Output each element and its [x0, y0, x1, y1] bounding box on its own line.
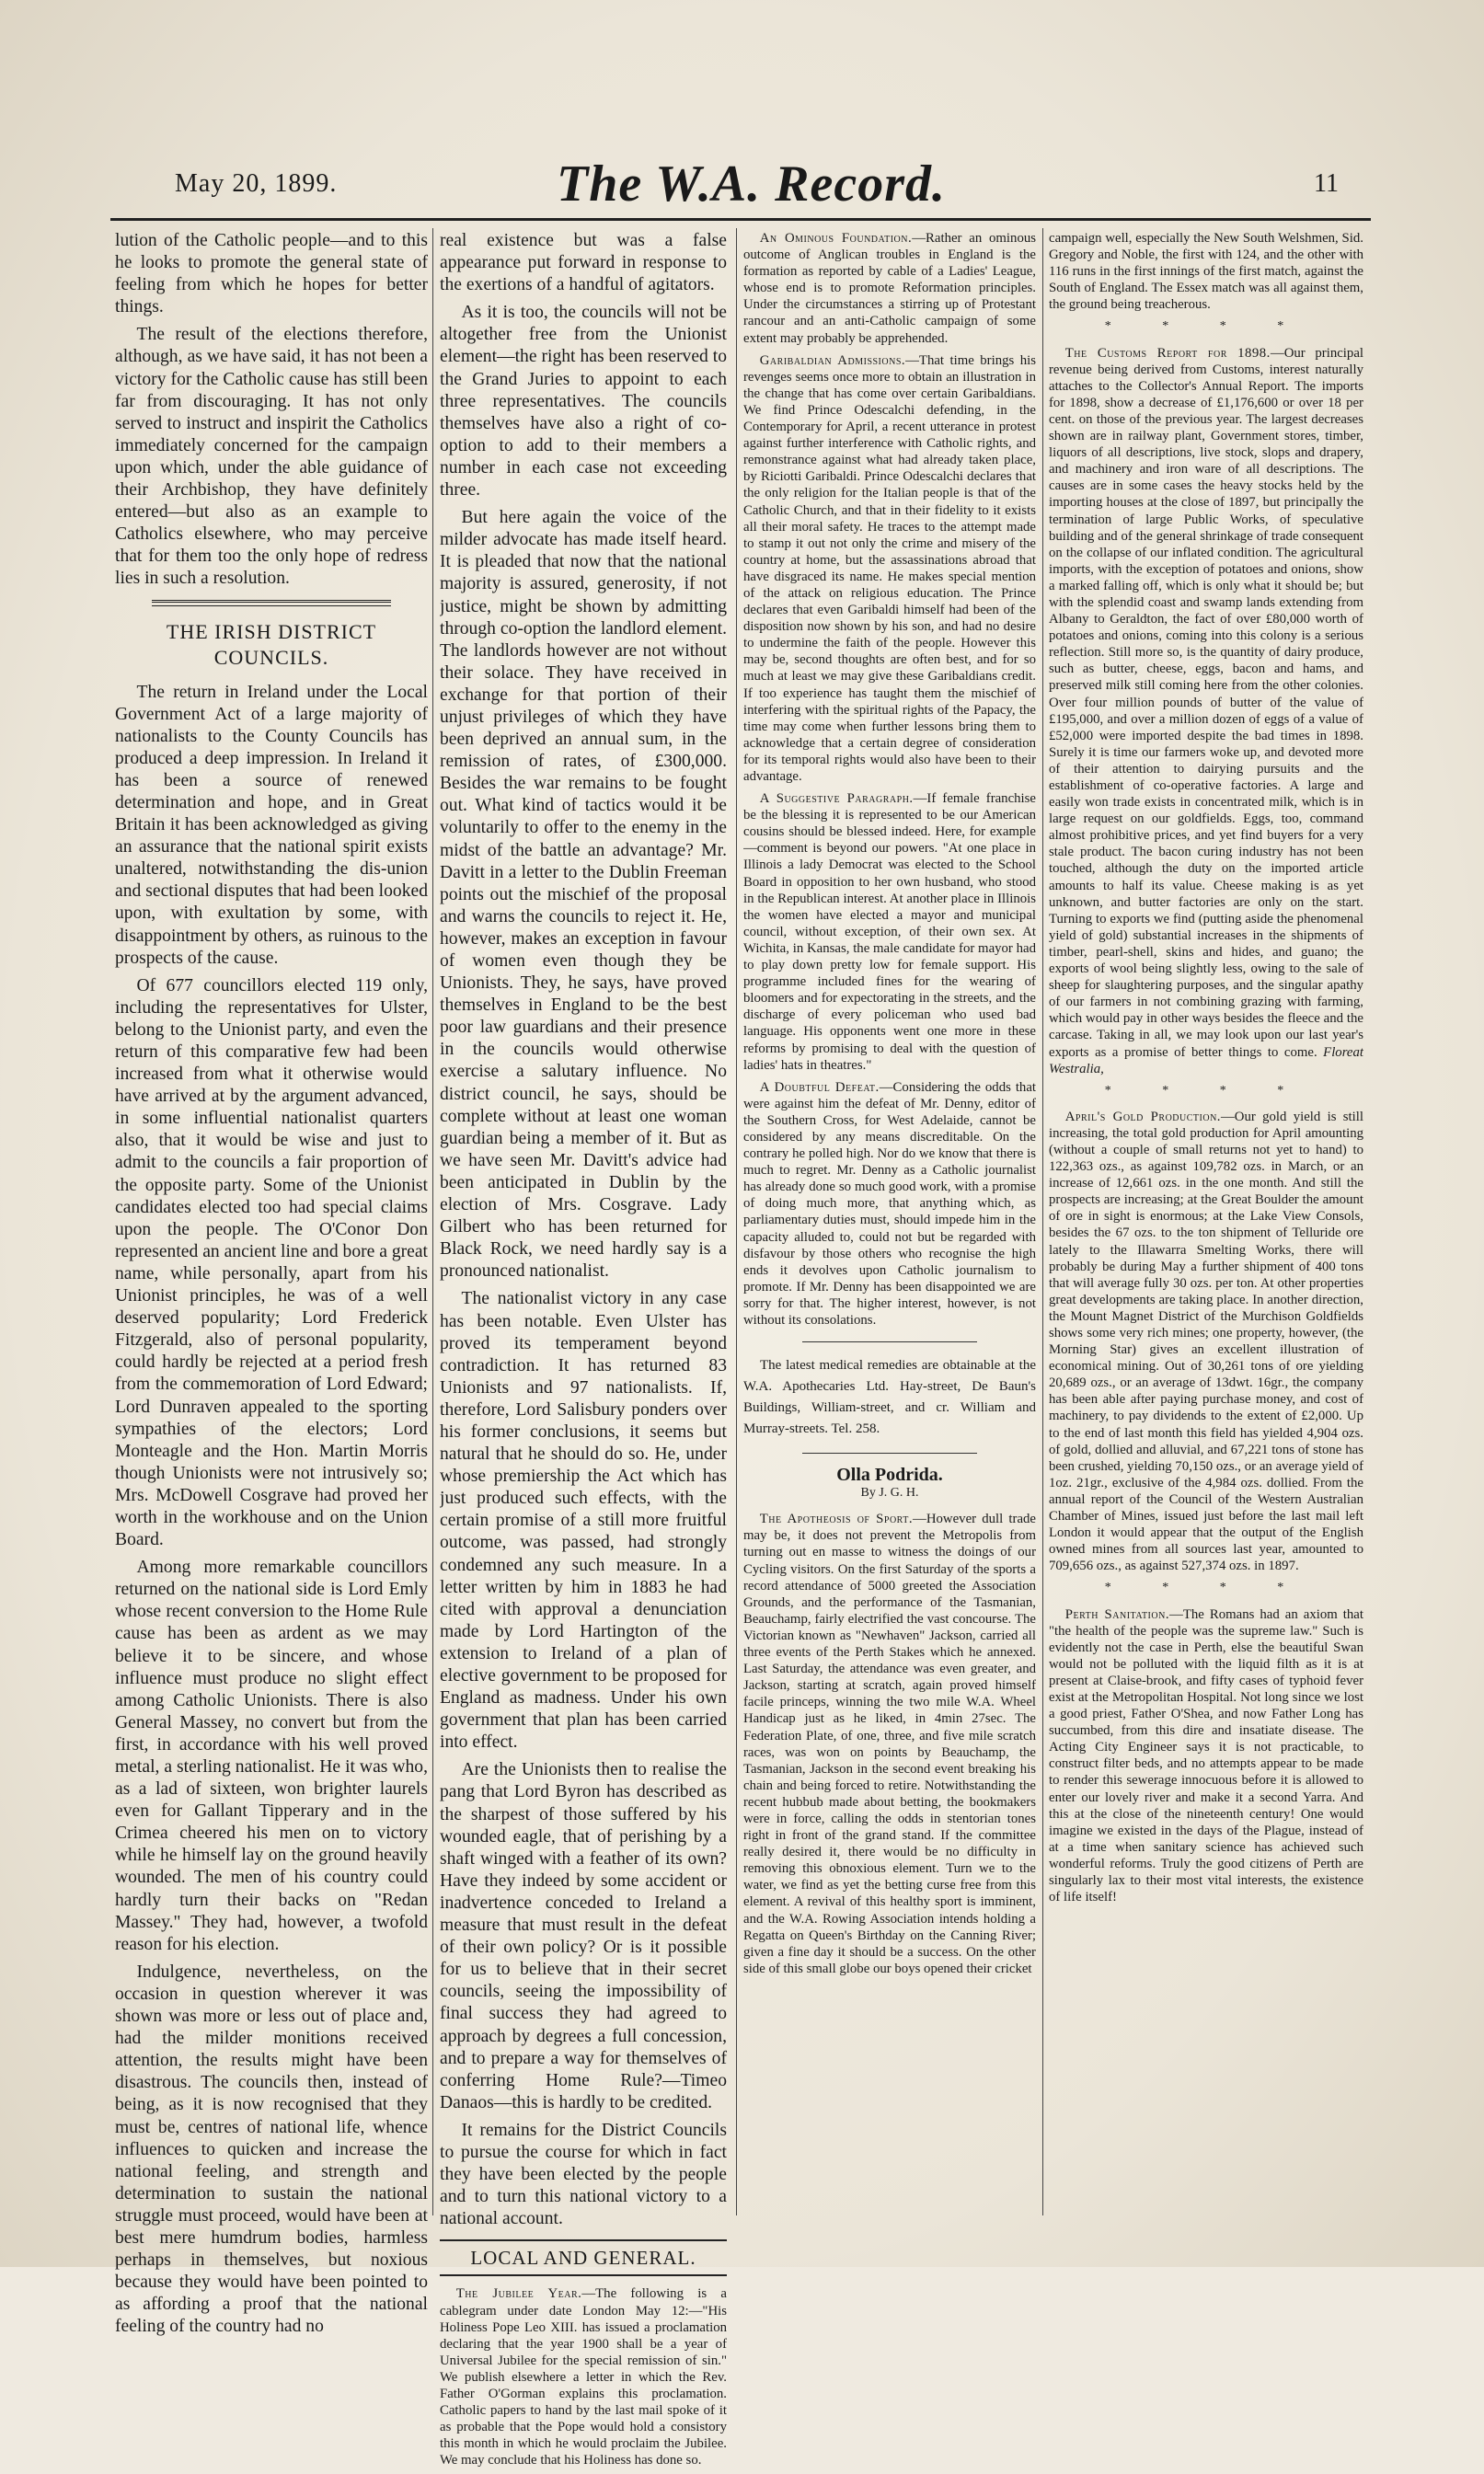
- section-heading-local-general: LOCAL AND GENERAL.: [440, 2239, 727, 2276]
- news-item: [440, 2285, 727, 2468]
- section-stars: * * * *: [1104, 1083, 1308, 1098]
- paragraph: The return in Ireland under the Local Government Act of a large majority of nationalists to the County Councils has produced a deep impression. In Ireland it has been a source of renewed determination and hope, and in Great Britain it has been acknowledged as giving an assurance that the national spirit exists unaltered, notwithstanding the dis-union and sectional disputes that had been looked upon, with exultation by some, with disappointment by others, as ruinous to the prospects of the cause.: [115, 682, 428, 968]
- news-item: [1049, 1606, 1363, 1906]
- item-text: —Rather an ominous outcome of Anglican troubles in England is the formation as reported by cable of a Ladies' League, whose end is to promote Reformation principles. Under the circumstances a stirring up of Protestant rancour and an anti-Catholic campaign of some extent may probably be apprehended.: [743, 231, 1036, 346]
- item-heading: The Apotheosis of Sport.: [759, 1512, 914, 1527]
- news-item: [1049, 1109, 1363, 1575]
- signature: Floreat Westralia,: [1049, 1044, 1363, 1076]
- section-stars: * * * *: [1104, 319, 1308, 334]
- item-heading: The Jubilee Year.: [455, 2286, 582, 2302]
- news-item: [743, 1079, 1036, 1329]
- byline: By J. G. H.: [860, 1486, 919, 1501]
- item-heading: The Customs Report for 1898.: [1064, 345, 1271, 361]
- news-item: [1049, 345, 1363, 1077]
- divider: [802, 1341, 978, 1342]
- item-heading: An Ominous Foundation.: [759, 231, 913, 246]
- item-text: —Considering the odds that were against him the defeat of Mr. Denny, editor of the Southern Cross, for West Adelaide, cannot be considered by any means discreditable. On the contrary he polled high. Nor do we know that there is much to regret. Mr. Denny as a Catholic journalist has already done so much good work, with a promise of doing much more, that anything which, as parliamentary duties must, should impede him in the capacity alluded to, could not but be regarded with disfavour by those others who recognise the high ends it devolves upon Catholic journalism to promote. If Mr. Denny has been disappointed we are sorry for that. The higher interest, however, is not without its consolations.: [743, 1079, 1036, 1328]
- paragraph: But here again the voice of the milder advocate has made itself heard. It is pleaded that now that the national majority is assured, generosity, if not justice, might be shown by admitting through co-option the landlord element. The landlords however are not without their solace. They have received in exchange for that portion of their unjust privileges of which they have been deprived an annual sum, in the remission of rates, of £300,000. Besides the war remains to be fought out. What kind of tactics would it be voluntarily to offer to the enemy in the midst of the battle an advantage? Mr. Davitt in a letter to the Dublin Freeman points out the mischief of the proposal and warns the councils to reject it. He, however, makes an exception in favour of women even though they be Unionists. They, he says, have proved themselves in England to be the best poor law guardians and their presence in the councils would otherwise exercise a salutary influence. No district council, he says, should be complete without at least one woman guardian being a member of it. But as we have seen Mr. Davitt's advice had been anticipated in Dublin by the election of Mrs. Cosgrave. Lady Gilbert who has been returned for Black Rock, we need hardly say is a pronounced nationalist.: [440, 508, 727, 1282]
- item-text: —That time brings his revenges seems once more to obtain an illustration in the change that has come over certain Garibaldians. We find Prince Odescalchi defending, in the Contemporary for April, a recent utterance in protest against further interference with Catholic rights, and remonstrance against what had already taken place, by Riciotti Garibaldi. Prince Odescalchi declares that the only religion for the Italian people is that of the Catholic Church, and that in their fidelity to it exists all their moral safety. He traces to the attempt made to stamp it out not only the crime and misery of the country at home, but the assassinations abroad that have disgraced its name. He makes special mention of the attack on religious education. The Prince declares that even Garibaldi himself had been of the disposition now shown by his son, and had no desire to undermine the faith of the people. However this may be, second thoughts are often best, and for so much at least we may give these Garibaldians credit. If too experience has taught them the mischief of interfering with the spiritual rights of the Papacy, the time may come when further lessons bring them to acknowledge that a certain degree of consideration for its temporal rights would also have been to their advantage.: [743, 352, 1036, 784]
- item-text: —The Romans had an axiom that "the health of the people was the supreme law." Such is evidently not the case in Perth, else the beautiful Swan would not be polluted with the liquid filth as it is at present at Claise-brook, and fifty cases of typhoid fever exist at the Metropolitan Hospital. Not long since we lost a good priest, Father O'Shea, and now Father Long has succumbed, from this dire and insatiate disease. The Acting City Engineer says it is not practicable, to construct filter beds, and no attempts appear to be made to render this sewerage innocuous before it is allowed to enter our lovely river and make it a second Yarra. And this at the close of the nineteenth century! One would imagine we existed in the days of the Plague, instead of at a time when sanitary science has achieved such wonderful reforms. Truly the good citizens of Perth are singularly lax to their most vital interests, the existence of life itself!: [1049, 1606, 1363, 1905]
- news-item: [743, 230, 1036, 347]
- column-4: [1049, 230, 1363, 1911]
- paragraph: The result of the elections therefore, although, as we have said, it has not been a victory for the Catholic cause has still been far from discouraging. It has not only served to instruct and inspirit the Catholics immediately concerned for the campaign upon which, under the able guidance of their Archbishop, they have definitely entered—but also as an example to Catholics elsewhere, who may perceive that for them too the only hope of redress lies in such a resolution.: [115, 325, 428, 589]
- column-2: [440, 230, 727, 2474]
- issue-date: May 20, 1899.: [175, 169, 338, 198]
- newspaper-title: The W.A. Record.: [557, 155, 947, 213]
- paragraph: Indulgence, nevertheless, on the occasion in question wherever it was shown was more or less out of place and, had the milder monitions received attention, the results might have been disastrous. The councils then, instead of being, as it is now recognised that they must be, centres of national life, whence influences to quicken and increase the national feeling, and strength and determination to sustain the national struggle must proceed, would have been at best mere humdrum bodies, harmless perhaps in themselves, but noxious because they would have been pointed to as affording a proof that the national feeling of the country had no: [115, 1962, 428, 2337]
- paragraph: As it is too, the councils will not be altogether free from the Unionist element—the right has been reserved to the Grand Juries to appoint to each three representatives. The councils themselves have also a right of co-option to add to their members a number in each case not exceeding three.: [440, 303, 727, 501]
- masthead-rule: [110, 218, 1371, 221]
- column-3: [743, 230, 1036, 1983]
- news-item: [743, 1511, 1036, 1977]
- item-heading: A Suggestive Paragraph.: [759, 791, 914, 807]
- paragraph: Of 677 councillors elected 119 only, including the representatives for Ulster, belong to the Unionist party, and even the return of this comparative few had been increased from what it otherwise would have arrived at by the argument advanced, in some influential nationalist quarters also, that it would be wise and just to admit to the councils a fair proportion of the opposite party. Some of the Unionist candidates elected too had special claims upon the people. The O'Conor Don represented an ancient line and bore a great name, while personally, apart from his Unionist principles, he was of a well deserved popularity; Lord Frederick Fitzgerald, also of personal popularity, could hardly be rejected at a period fresh from the commemoration of Lord Edward; Lord Dunraven appealed to the sporting sympathies of the electors; Lord Monteagle and the Hon. Martin Morris though Unionists were not intrusively so; Mrs. McDowell Cosgrave had proved her worth in the workhouse and on the Union Board.: [115, 975, 428, 1550]
- paragraph: lution of the Catholic people—and to this he looks to promote the general state of feeling from which he hopes for better things.: [115, 231, 428, 317]
- item-text: —The following is a cablegram under date London May 12:—"His Holiness Pope Leo XIII. has issued a proclamation declaring that the year 1900 shall be a year of Universal Jubilee for the special remission of sin." We publish elsewhere a letter in which the Rev. Father O'Gorman explains this proclamation. Catholic papers to hand by the last mail spoke of it as probable that the Pope would hold a consistory this month in which he would proclaim the Jubilee. We may conclude that his Holiness has done so.: [440, 2286, 727, 2468]
- news-item: [743, 790, 1036, 1074]
- item-text: —However dull trade may be, it does not prevent the Metropolis from turning out en masse to witness the doings of our Cycling visitors. On the first Saturday of the sports a record attendance of 5000 greeted the Association Grounds, and the performance of the Tasmanian, Beauchamp, fairly electrified the vast concourse. The Victorian known as "Newhaven" Jackson, carried all three events of the Perth Stakes which he annexed. Last Saturday, the attendance was even greater, and Jackson, starting at scratch, again proved himself facile princeps, winning the two mile W.A. Wheel Handicap just as he liked, in 4min 27sec. The Federation Plate, of one, three, and five mile scratch races, was won on points by Beauchamp, the Tasmanian, Jackson in the second event breaking his chain and being forced to retire. Notwithstanding the recent hubbub made about betting, the bookmakers were in force, calling the odds in stentorian tones right in front of the grand stand. If the committee really desired it, there would be no difficulty in removing this obnoxious element. Turn we to the water, we find as yet the betting curse free from this element. A revival of this healthy sport is imminent, and the W.A. Rowing Association intends holding a Regatta on Queen's Birthday on the Canning River; given a fine day it should be a success. On the other side of this small globe our boys opened their cricket: [743, 1512, 1036, 1976]
- page-number: 11: [1314, 169, 1339, 198]
- paragraph: real existence but was a false appearance put forward in response to the exertions of a handful of agitators.: [440, 231, 727, 295]
- item-heading: Perth Sanitation.: [1064, 1606, 1170, 1622]
- item-heading: A Doubtful Defeat.: [759, 1079, 880, 1095]
- paragraph: The nationalist victory in any case has been notable. Even Ulster has proved its temperament beyond contradiction. It has returned 83 Unionists and 97 nationalists. If, therefore, Lord Salisbury ponders over his former conclusions, it seems but natural that he should do so. He, under whose premiership the Act which has just produced such effects, with the certain promise of a still more fruitful outcome, was passed, had strongly condemned any such measure. In a letter written by him in 1883 he had cited with approval a denunciation made by Lord Hartington of the extension to Ireland of a plan of elective government to be proposed for England as madness. Under his own government that plan has been carried into effect.: [440, 1289, 727, 1753]
- advert-notice: The latest medical remedies are obtainable at the W.A. Apothecaries Ltd. Hay-street, De Baun's Buildings, William-street, and cr. William and Murray-streets. Tel. 258.: [743, 1358, 1036, 1437]
- column-divider: [736, 228, 737, 2215]
- masthead: [175, 155, 1339, 213]
- section-rule: [152, 600, 391, 606]
- item-heading: Garibaldian Admissions.: [759, 352, 906, 368]
- paragraph: campaign well, especially the New South Welshmen, Sid. Gregory and Noble, the first with 124, and the other with 116 runs in the first innings of the first match, against the South of England. The Essex match was all against them, the ground being treacherous.: [1049, 231, 1363, 313]
- paragraph: Among more remarkable councillors returned on the national side is Lord Emly whose recent conversion to the Home Rule cause has been as ardent as we may believe it to be sincere, and whose influence must produce no slight effect among Catholic Unionists. There is also General Massey, no convert but from the first, in accordance with his well proved metal, a sterling nationalist. He it was who, as a lad of sixteen, won brighter laurels even for Gallant Tipperary and in the Crimea cheered his men on to victory while he himself lay on the ground heavily wounded. The men of his country could hardly turn their backs on "Redan Massey." They had, however, a twofold reason for his election.: [115, 1558, 428, 1954]
- paragraph: It remains for the District Councils to pursue the course for which in fact they have been elected by the people and to turn this national victory to a national account.: [440, 2120, 727, 2229]
- paragraph: Are the Unionists then to realise the pang that Lord Byron has described as the sharpest of those suffered by his wounded eagle, that of perishing by a shaft winged with a feather of its own? Have they indeed by some accident or inadvertence conceded to Ireland a measure that must result in the defeat of their own policy? Or is it possible for us to believe that in their secret councils, seeing the impossibility of final success they had agreed to approach by degrees a full concession, and to prepare a way for themselves of conferring Home Rule?—Timeo Danaos—this is hardly to be credited.: [440, 1760, 727, 2112]
- item-text: —Our principal revenue being derived from Customs, interest naturally attaches to the Collector's Annual Report. The imports for 1898, show a decrease of £1,176,600 or over 18 per cent. on those of the previous year. The largest decreases shown are in railway plant, Government stores, timber, liquors of all descriptions, live stock, slops and drapery, and machinery and iron ware of all descriptions. The causes are in some cases the heavy stocks held by the importing houses at the close of 1897, but principally the termination of large Public Works, of speculative building and of the general shrinkage of trade consequent on the collapse of our inflated condition. The agricultural imports, with the exception of potatoes and onions, show a marked falling off, which is only what it should be; but with the splendid coast and swamp lands extending from Albany to Geraldton, the fact of over £80,000 worth of potatoes and onions, coming into this colony is a serious reflection. Still more so, is the quantity of dairy produce, such as butter, cheese, eggs, bacon and hams, and preserved milk still coming here from the other colonies. Over four million pounds of butter of the value of £195,000, and over a million dozen of eggs of a value of £52,000 were imported despite the bad times in 1898. Surely it is time our farmers woke up, and devoted more of their attention to dairying pursuits and the establishment of co-operative factories. A large and easily won trade exists in concentrated milk, which is in large request on our goldfields. Eggs, too, command almost prohibitive prices, and yet find buyers for a very stale product. The bacon curing industry has not been touched, although the duty on the imported article amounts to half its value. Cheese making is as yet unknown, and butter factories are only on the start. Turning to exports we find (putting aside the phenomenal yield of gold) substantial increases in the shipments of timber, pearl-shell, skins and hides, and guano; the exports of wool being slightly less, owing to the sale of sheep for slaughtering purposes, and the singular apathy of our farmers in not combining grazing with farming, which would pay in other ways besides the fleece and the carcase. Taking in all, we may look upon our last year's exports as a promise of better things to come.: [1049, 345, 1363, 1060]
- column-title: Olla Podrida.: [836, 1465, 943, 1486]
- column-1: [115, 230, 428, 2343]
- divider: [802, 1453, 978, 1454]
- item-heading: April's Gold Production.: [1064, 1109, 1221, 1124]
- news-item: [743, 352, 1036, 785]
- section-stars: * * * *: [1104, 1581, 1308, 1595]
- item-text: —If female franchise be the blessing it is represented to be our American cousins should be blessed indeed. Here, for example—comment is beyond our powers. "At one place in Illinois a lady Democrat was elected to the School Board in opposition to her own husband, who stood in the Republican interest. At another place in Illinois the women have elected a mayor and municipal council, without exception, of their own sex. At Wichita, in Kansas, the male candidate for mayor had to play down pretty low for female support. His programme included fines for the wearing of bloomers and for expectorating in the streets, and the discharge of every policeman who used bad language. His opponents went one more in these reforms by promising to deal with the question of ladies' hats in theatres.": [743, 791, 1036, 1073]
- column-divider: [1042, 228, 1043, 2215]
- article-heading: THE IRISH DISTRICT COUNCILS.: [166, 619, 377, 669]
- item-text: —Our gold yield is still increasing, the total gold production for April amounting (without a couple of small returns not yet to hand) to 122,363 ozs., as against 109,782 ozs. in March, or an increase of 12,661 ozs. in the one month. And still the prospects are increasing; at the Great Boulder the amount of ore in sight is enormous; at the Lake View Consols, besides the 67 ozs. to the ton shipment of Telluride ore lately to the Illawarra Smelting Works, there will probably be during May a further shipment of 400 tons that will average fully 30 ozs. per ton. At other properties great developments are taking place. In another direction, the Mount Magnet District of the Murchison Goldfields shows some very rich mines; one property, however, (the Morning Star) gives an excellent illustration of economical mining. Out of 30,261 tons of ore yielding 20,689 ozs., or an average of 13dwt. 16gr., the company has been able after paying purchase money, and cost of machinery, to pay dividends to the extent of £2,000. Up to the end of last month this field has yielded 4,904 ozs. of gold, dollied and alluvial, and 67,221 tons of stone has been crushed, yielding 70,150 ozs., or an average yield of 1oz. 21gr., exclusive of the 4,984 ozs. dollied. From the annual report of the Council of the Western Australian Chamber of Mines, issued just before the last mail left London it would appear that the output of the English owned mines from all sources last year, amounted to 709,656 ozs., as against 527,374 ozs. in 1897.: [1049, 1109, 1363, 1574]
- column-divider: [432, 228, 433, 2215]
